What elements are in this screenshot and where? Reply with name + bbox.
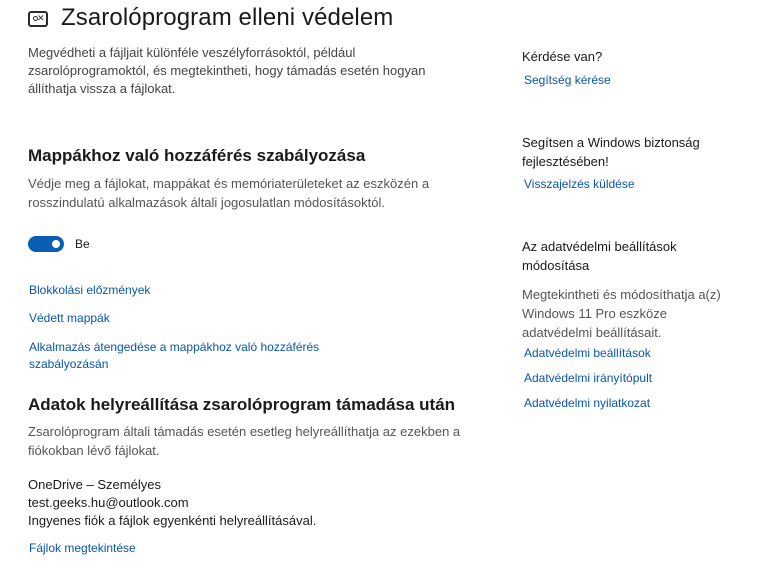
privacy-desc-line1: Megtekintheti és módosíthatja a(z) xyxy=(522,287,721,302)
block-history-link[interactable]: Blokkolási előzmények xyxy=(29,283,151,297)
folder-access-title: Mappákhoz való hozzáférés szabályozása xyxy=(28,146,366,165)
feedback-link[interactable]: Visszajelzés küldése xyxy=(524,177,635,191)
allow-app-link-line2: szabályozásán xyxy=(29,357,109,371)
improve-line2: fejlesztésében! xyxy=(522,154,609,169)
recovery-title: Adatok helyreállítása zsarolóprogram támadása után xyxy=(28,395,456,414)
protected-folders-link[interactable]: Védett mappák xyxy=(29,311,110,325)
sidebar-privacy-description xyxy=(522,285,722,342)
privacy-statement-link[interactable]: Adatvédelmi nyilatkozat xyxy=(524,396,651,410)
improve-line1: Segítsen a Windows biztonság xyxy=(522,135,700,150)
folder-access-toggle-row xyxy=(28,236,90,252)
sidebar-improve-text xyxy=(522,133,722,171)
privacy-title-line1: Az adatvédelmi beállítások xyxy=(522,239,677,254)
intro-text: Megvédheti a fájljait különféle veszélyforrásoktól, például zsarolóprogramoktól, és megtekintheti, hogy támadás esetén hogyan állíthatja vissza a fájlokat. xyxy=(28,45,426,96)
privacy-desc-line2: Windows 11 Pro eszköze xyxy=(522,306,667,321)
folder-access-description: Védje meg a fájlokat, mappákat és memóriaterületeket az eszközén a rosszindulatú alkalmazások általi jogosulatlan módosításoktól. xyxy=(28,176,430,210)
view-files-link[interactable]: Fájlok megtekintése xyxy=(29,541,136,555)
allow-app-link-line1: Alkalmazás átengedése a mappákhoz való hozzáférés xyxy=(29,340,320,354)
onedrive-account xyxy=(28,476,316,530)
account-name: OneDrive – Személyes xyxy=(28,477,161,492)
privacy-dashboard-link[interactable]: Adatvédelmi irányítópult xyxy=(524,371,653,385)
page-title: Zsarolóprogram elleni védelem xyxy=(61,4,394,31)
sidebar-privacy-title xyxy=(522,237,722,275)
toggle-state-label: Be xyxy=(75,237,90,251)
folder-access-toggle[interactable] xyxy=(28,236,64,252)
privacy-title-line2: módosítása xyxy=(522,258,590,273)
recovery-description: Zsarolóprogram általi támadás esetén esetleg helyreállíthatja az ezekben a fiókokban lévő fájlokat. xyxy=(28,424,461,458)
help-link[interactable]: Segítség kérése xyxy=(524,73,611,87)
sidebar-question-title: Kérdése van? xyxy=(522,49,603,64)
account-note: Ingyenes fiók a fájlok egyenkénti helyreállításával. xyxy=(28,513,317,528)
page-header xyxy=(28,4,393,32)
privacy-desc-line3: adatvédelmi beállításait. xyxy=(522,325,662,340)
privacy-settings-link[interactable]: Adatvédelmi beállítások xyxy=(524,346,651,360)
toggle-knob xyxy=(52,240,60,248)
allow-app-link[interactable] xyxy=(29,339,319,373)
ransomware-shield-icon xyxy=(28,11,48,27)
account-email: test.geeks.hu@outlook.com xyxy=(28,495,189,510)
